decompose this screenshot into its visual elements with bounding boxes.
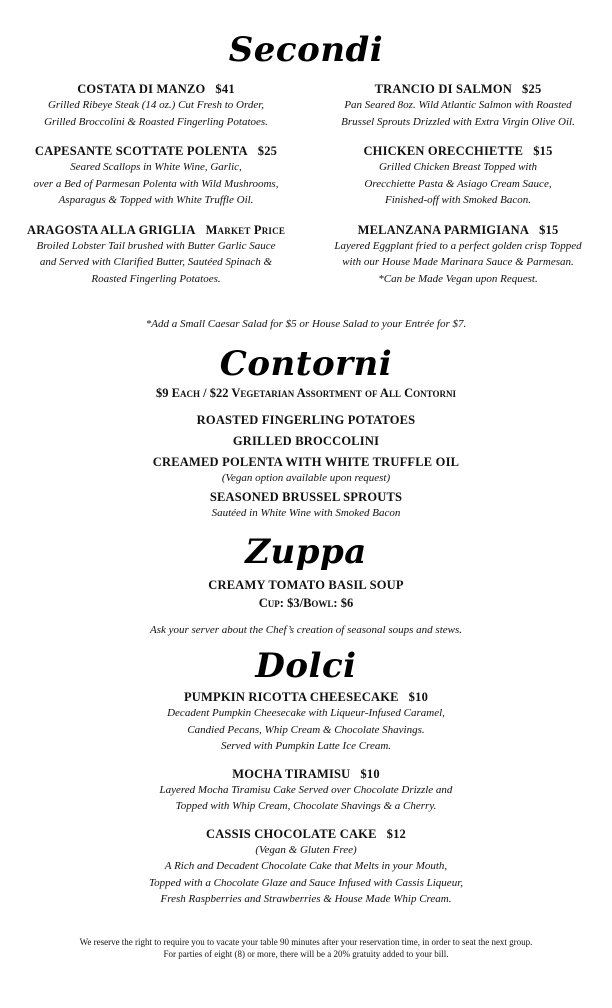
- side-item-name: ROASTED FINGERLING POTATOES: [196, 413, 416, 427]
- item-description: (Vegan & Gluten Free) A Rich and Decadent Chocolate Cake that Melts in your Mouth, Topped with a Chocolate Glaze and Sauce Infused with Cassis Liqueur, Fresh Raspberries and Strawberries & House Made Whip Cream.: [148, 843, 463, 905]
- dessert-item: [0, 690, 612, 755]
- contorni-list: [0, 413, 612, 521]
- item-description: Broiled Lobster Tail brushed with Butter Garlic Sauce and Served with Clarified Butter, Sautéed Spinach & Roasted Fingerling Potatoes.: [36, 239, 276, 285]
- soup-price: Cup: $3/Bowl: $6: [258, 596, 354, 610]
- side-item-name: CREAMED POLENTA WITH WHITE TRUFFLE OIL: [152, 455, 460, 469]
- dolci-list: [0, 690, 612, 917]
- side-item-name: GRILLED BROCCOLINI: [232, 434, 380, 448]
- item-name: COSTATA DI MANZO $41: [77, 82, 235, 96]
- contorni-title: Contorni: [219, 344, 393, 384]
- item-description: Decadent Pumpkin Cheesecake with Liqueur-Infused Caramel, Candied Pecans, Whip Cream & Chocolate Shavings. Served with Pumpkin Latte Ice Cream.: [167, 707, 445, 752]
- soup-name: CREAMY TOMATO BASIL SOUP: [208, 578, 404, 592]
- salad-note: *Add a Small Caesar Salad for $5 or House Salad to your Entrée for $7.: [145, 318, 467, 330]
- menu-item: [308, 82, 608, 130]
- item-description: Layered Mocha Tiramisu Cake Served over Chocolate Drizzle and Topped with Whip Cream, Chocolate Shavings & a Cherry.: [159, 783, 453, 812]
- dessert-item: [0, 767, 612, 815]
- item-name: CASSIS CHOCOLATE CAKE $12: [205, 826, 407, 841]
- secondi-right-column: [308, 82, 608, 296]
- side-item-note: (Vegan option available upon request): [221, 472, 391, 484]
- item-name: PUMPKIN RICOTTA CHEESECAKE $10: [183, 690, 429, 704]
- zuppa-title: Zuppa: [245, 532, 367, 572]
- item-description: Pan Seared 8oz. Wild Atlantic Salmon with Roasted Brussel Sprouts Drizzled with Extra Virgin Olive Oil.: [341, 99, 575, 128]
- item-description: Grilled Chicken Breast Topped with Orecchiette Pasta & Asiago Cream Sauce, Finished-off with Smoked Bacon.: [364, 161, 552, 206]
- menu-item: [308, 144, 608, 209]
- item-description: Layered Eggplant fried to a perfect golden crisp Topped with our House Made Marinara Sauce & Parmesan. *Can be Made Vegan upon Request.: [334, 239, 582, 285]
- side-item-note: Sautéed in White Wine with Smoked Bacon: [211, 506, 401, 519]
- secondi-left-column: [6, 82, 306, 296]
- menu-item: [6, 223, 306, 288]
- dessert-item: [0, 827, 612, 908]
- item-name: ARAGOSTA ALLA GRIGLIA Market Price: [26, 222, 286, 237]
- contorni-subtitle: $9 Each / $22 Vegetarian Assortment of All Contorni: [156, 386, 456, 400]
- item-description: Grilled Ribeye Steak (14 oz.) Cut Fresh to Order, Grilled Broccolini & Roasted Fingerling Potatoes.: [44, 99, 268, 128]
- item-name: CAPESANTE SCOTTATE POLENTA $25: [34, 144, 278, 158]
- soup-note: Ask your server about the Chef’s creation of seasonal soups and stews.: [149, 624, 463, 636]
- menu-item: [308, 223, 608, 288]
- item-name: MELANZANA PARMIGIANA $15: [357, 222, 559, 237]
- footer-policy: We reserve the right to require you to vacate your table 90 minutes after your reservation time, in order to seat the next group. For parties of eight (8) or more, there will be a 20% gratuity added to your bill.: [79, 937, 533, 959]
- item-name: CHICKEN ORECCHIETTE $15: [363, 144, 553, 158]
- item-name: MOCHA TIRAMISU $10: [232, 766, 380, 781]
- secondi-title: Secondi: [228, 30, 384, 70]
- side-item-name: SEASONED BRUSSEL SPROUTS: [209, 489, 403, 504]
- menu-item: [6, 144, 306, 209]
- item-description: Seared Scallops in White Wine, Garlic, over a Bed of Parmesan Polenta with Wild Mushrooms, Asparagus & Topped with White Truffle Oil.: [33, 161, 279, 206]
- item-name: TRANCIO DI SALMON $25: [374, 82, 542, 96]
- dolci-title: Dolci: [255, 646, 357, 686]
- menu-item: [6, 82, 306, 130]
